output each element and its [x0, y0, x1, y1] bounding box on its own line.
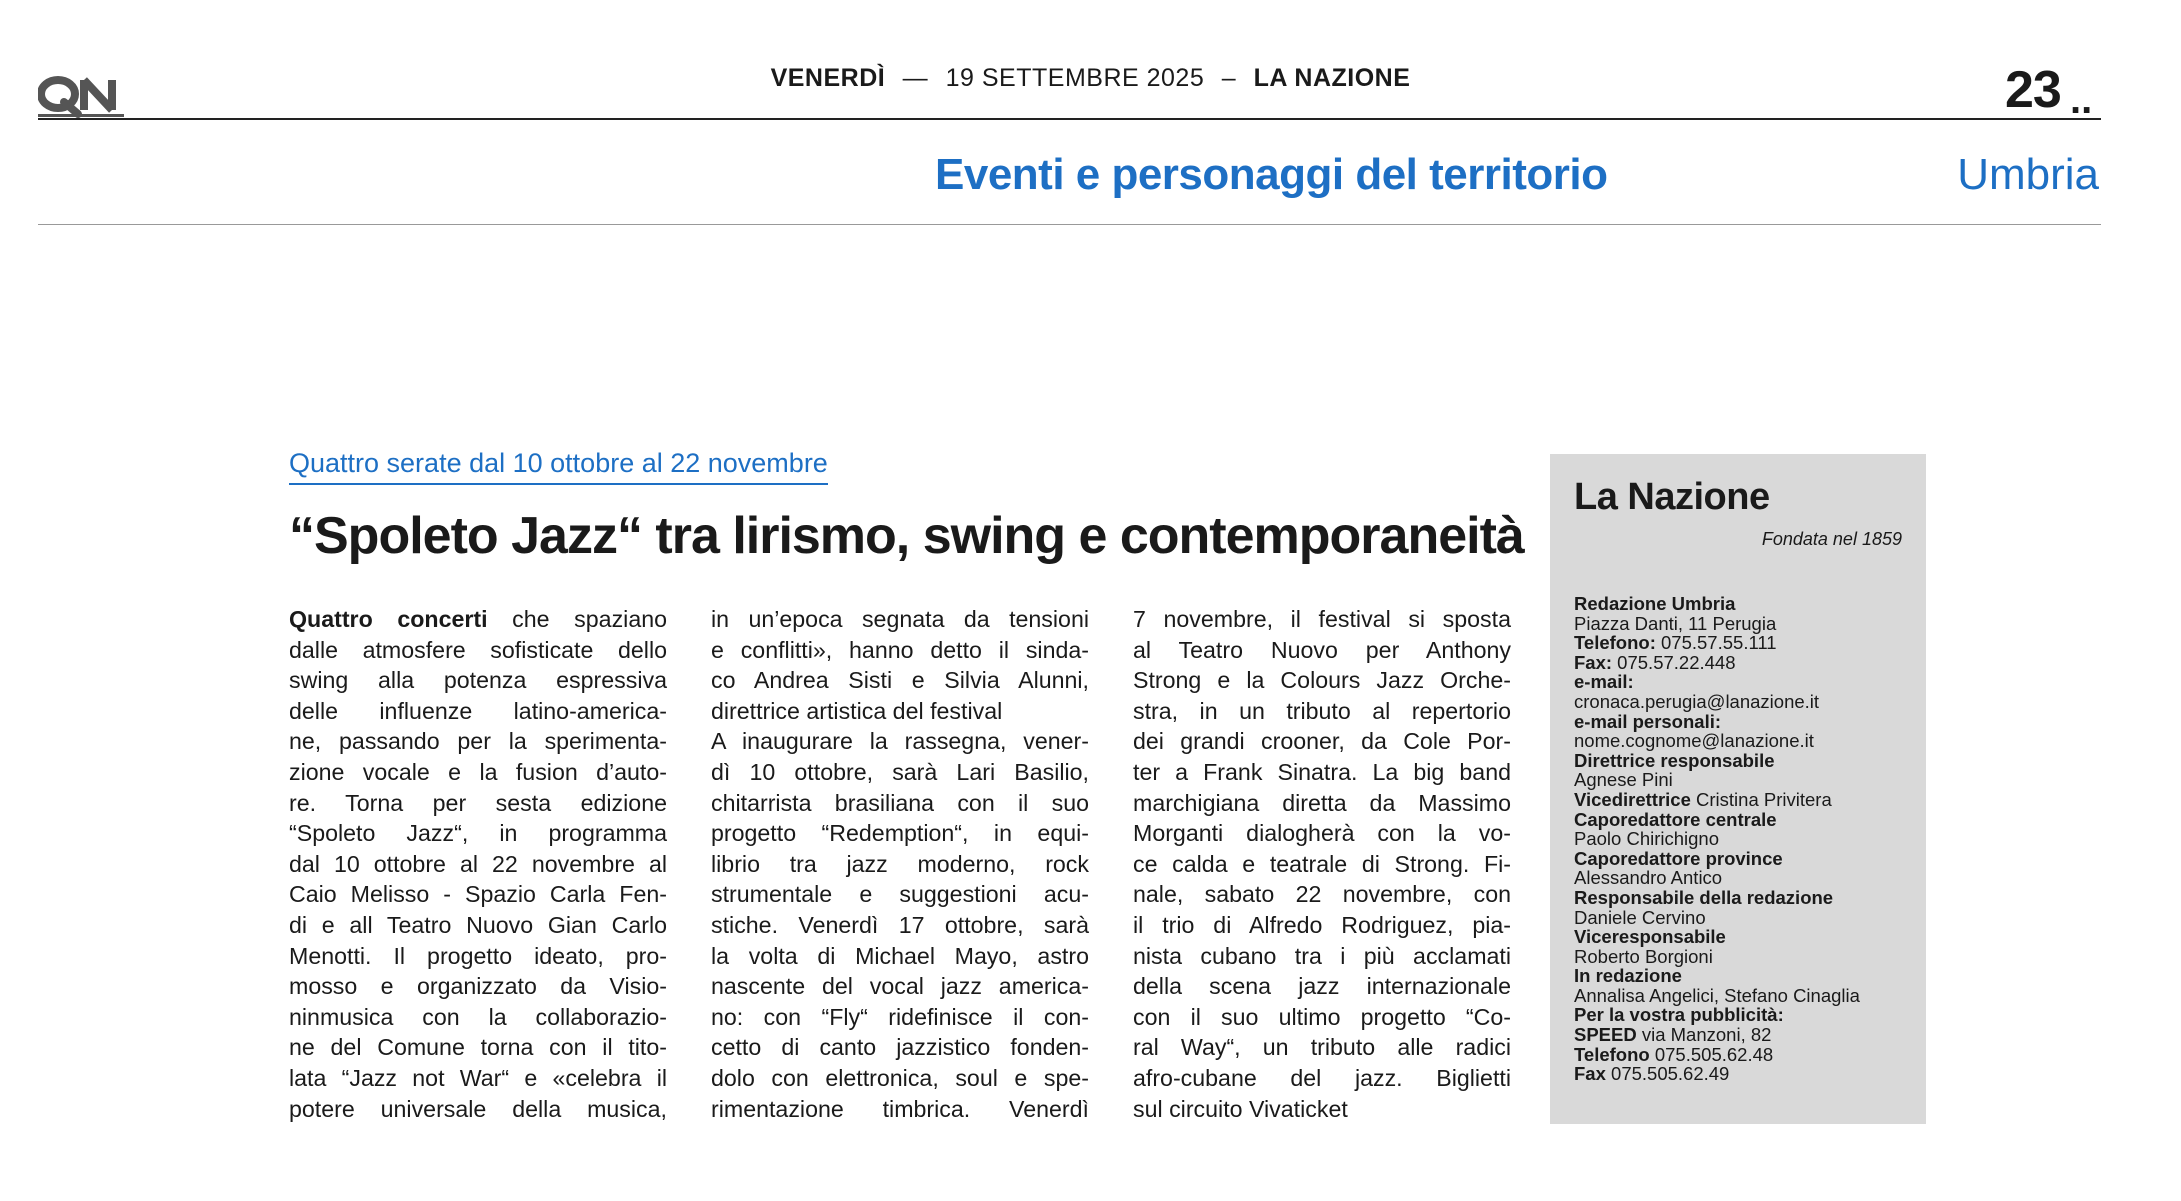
text-line: dal 10 ottobre al 22 novembre al [289, 850, 667, 877]
text-line: della scena jazz internazionale [1133, 973, 1511, 1000]
staff-label: e-mail: [1574, 671, 1634, 693]
masthead-box [1550, 454, 1926, 1124]
article-kicker: Quattro serate dal 10 ottobre al 22 novembre [289, 448, 828, 485]
text-line: sul circuito Vivaticket [1133, 1095, 1348, 1122]
page-dots: .. [2070, 78, 2093, 122]
masthead-brand: La Nazione [1574, 476, 1770, 518]
dateline-paper: LA NAZIONE [1253, 64, 1411, 92]
staff-label: Caporedattore centrale [1574, 808, 1777, 830]
text-line: Morganti dialogherà con la vo- [1133, 820, 1511, 847]
staff-label: Redazione Umbria [1574, 593, 1736, 614]
staff-row: Vicedirettrice Cristina Privitera [1574, 788, 1832, 810]
staff-value: Alessandro Antico [1574, 867, 1723, 889]
staff-label: Per la vostra pubblicità: [1574, 1004, 1784, 1026]
staff-email[interactable]: cronaca.perugia@lanazione.it [1574, 690, 1820, 712]
article-column-3 [1133, 604, 1511, 1124]
text-line: ne del Comune torna con il tito- [289, 1034, 667, 1061]
text-line: potere universale della musica, [289, 1095, 667, 1122]
dateline-day: VENERDÌ [770, 64, 886, 92]
text-line: progetto “Redemption“, in equi- [711, 820, 1089, 847]
page-number: 23 [2005, 61, 2061, 119]
text-line: ter a Frank Sinatra. La big band [1133, 758, 1511, 785]
text-line: zione vocale e la fusion d’auto- [289, 758, 667, 785]
text-line: delle influenze latino-america- [289, 697, 667, 724]
staff-row: Fax: 075.57.22.448 [1574, 651, 1736, 673]
dateline [0, 64, 2181, 93]
text-line: dì 10 ottobre, sarà Lari Basilio, [711, 758, 1089, 785]
staff-label: Responsabile della redazione [1574, 886, 1834, 908]
text-line: 7 novembre, il festival si sposta [1133, 606, 1511, 632]
staff-email[interactable]: nome.cognome@lanazione.it [1574, 730, 1814, 752]
text-line: Quattro concerti che spaziano [289, 606, 668, 632]
article-column-2 [711, 604, 1089, 1124]
text-line: nascente del vocal jazz america- [711, 973, 1089, 1000]
masthead-staff [1574, 594, 1902, 1084]
text-line: direttrice artistica del festival [711, 697, 1003, 724]
staff-row: Fax 075.505.62.49 [1574, 1063, 1730, 1085]
staff-label: e-mail personali: [1574, 710, 1722, 732]
staff-value: Paolo Chirichigno [1574, 828, 1720, 850]
header-rule [38, 118, 2101, 120]
text-line: A inaugurare la rassegna, vener- [711, 728, 1089, 755]
text-line: re. Torna per sesta edizione [289, 789, 667, 816]
text-line: stra, in un tributo al repertorio [1133, 697, 1511, 724]
text-line: cetto di canto jazzistico fonden- [711, 1034, 1089, 1061]
text-line: mosso e organizzato da Visio- [289, 973, 667, 1000]
article-headline: “Spoleto Jazz“ tra lirismo, swing e contemporaneità [289, 507, 1524, 565]
text-line: con il suo ultimo progetto “Co- [1133, 1003, 1511, 1030]
section-rule [38, 224, 2101, 225]
text-line: ce calda e teatrale di Strong. Fi- [1133, 850, 1511, 877]
text-line: chitarrista brasiliana con il suo [711, 789, 1089, 816]
text-line: marchigiana diretta da Massimo [1133, 789, 1511, 816]
text-line: dalle atmosfere sofisticate dello [289, 636, 667, 663]
text-line: librio tra jazz moderno, rock [711, 850, 1089, 877]
text-line: Menotti. Il progetto ideato, pro- [289, 942, 667, 969]
section-title: Eventi e personaggi del territorio [935, 150, 1608, 199]
text-line: in un’epoca segnata da tensioni [711, 606, 1089, 632]
text-line: Strong e la Colours Jazz Orche- [1133, 667, 1511, 694]
text-line: la volta di Michael Mayo, astro [711, 942, 1089, 969]
staff-value: Agnese Pini [1574, 769, 1673, 791]
text-line: Caio Melisso - Spazio Carla Fen- [289, 881, 667, 908]
text-line: dei grandi crooner, da Cole Por- [1133, 728, 1511, 755]
text-line: co Andrea Sisti e Silvia Alunni, [711, 667, 1089, 694]
text-line: “Spoleto Jazz“, in programma [289, 820, 667, 847]
text-line: ne, passando per la sperimenta- [289, 728, 667, 755]
text-line: di e all Teatro Nuovo Gian Carlo [289, 911, 667, 938]
text-line: swing alla potenza espressiva [289, 667, 667, 694]
staff-label: Direttrice responsabile [1574, 749, 1775, 771]
text-line: il trio di Alfredo Rodriguez, pia- [1133, 911, 1511, 938]
article-lead: Quattro concerti [289, 606, 488, 632]
dateline-separator: — [902, 64, 929, 92]
dateline-separator: – [1221, 64, 1237, 92]
text-line: nista cubano tra i più acclamati [1133, 942, 1511, 969]
text-line: no: con “Fly“ ridefinisce il con- [711, 1003, 1089, 1030]
text-line: al Teatro Nuovo per Anthony [1133, 636, 1511, 663]
staff-row: SPEED via Manzoni, 82 [1574, 1024, 1772, 1046]
text-line: stiche. Venerdì 17 ottobre, sarà [711, 911, 1089, 938]
staff-label: Caporedattore province [1574, 847, 1783, 869]
text-line: nale, sabato 22 novembre, con [1133, 881, 1511, 908]
text-line: rimentazione timbrica. Venerdì [711, 1095, 1089, 1122]
staff-row: Telefono: 075.57.55.111 [1574, 632, 1777, 654]
text-line: ninmusica con la collaborazio- [289, 1003, 667, 1030]
staff-label: In redazione [1574, 965, 1682, 987]
staff-value: Piazza Danti, 11 Perugia [1574, 612, 1777, 634]
text-line: strumentale e suggestioni acu- [711, 881, 1089, 908]
text-line: dolo con elettronica, soul e spe- [711, 1064, 1089, 1091]
staff-value: Roberto Borgioni [1574, 945, 1713, 967]
staff-value: Daniele Cervino [1574, 906, 1706, 928]
staff-row: Telefono 075.505.62.48 [1574, 1043, 1774, 1065]
masthead-founded: Fondata nel 1859 [1761, 529, 1902, 549]
text-line: e conflitti», hanno detto il sinda- [711, 636, 1089, 663]
staff-label: Viceresponsabile [1574, 926, 1726, 948]
text-line: ral Way“, un tributo alle radici [1133, 1034, 1511, 1061]
text-line: lata “Jazz not War“ e «celebra il [289, 1064, 667, 1091]
dateline-date: 19 SETTEMBRE 2025 [945, 64, 1205, 92]
article-column-1 [289, 604, 667, 1124]
section-region: Umbria [1957, 150, 2099, 199]
text-line: afro-cubane del jazz. Biglietti [1133, 1064, 1511, 1091]
staff-value: Annalisa Angelici, Stefano Cinaglia [1574, 984, 1860, 1006]
